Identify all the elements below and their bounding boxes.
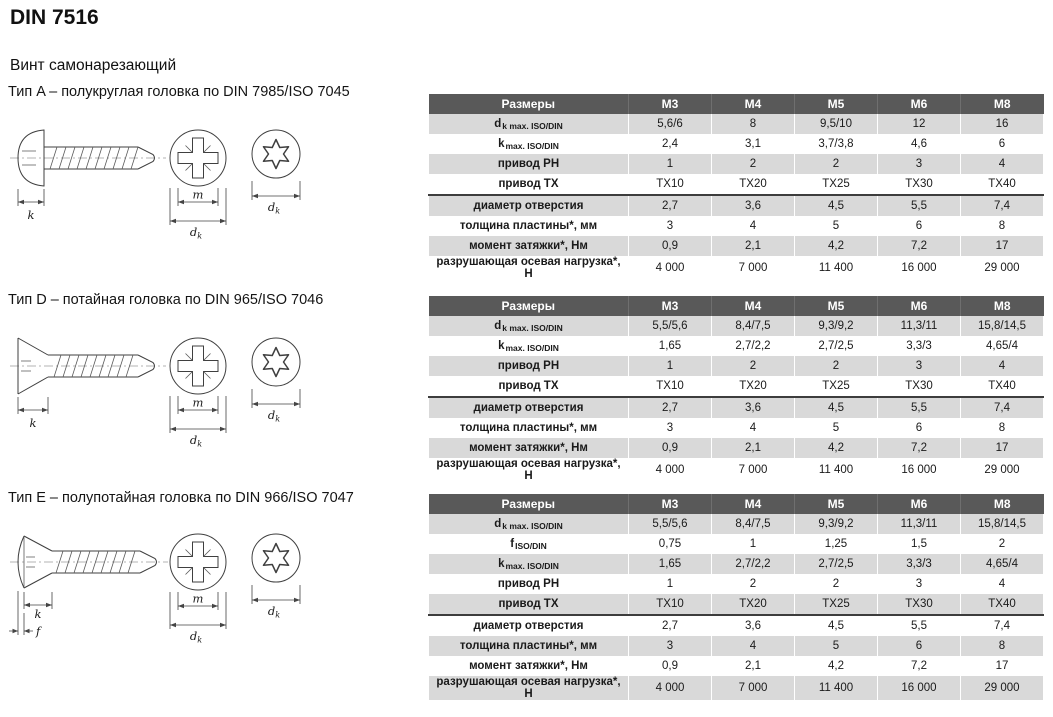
cell-value: 7,2 [878,236,961,256]
cell-value: 16 000 [878,256,961,280]
cell-value: 3,6 [712,397,795,418]
dim-label-k: k [27,208,35,222]
cell-value: 7 000 [712,458,795,482]
cell-value: TX20 [712,594,795,615]
cell-value: 7,2 [878,656,961,676]
table-row [429,195,1044,216]
cell-value: 3,6 [712,195,795,216]
column-header-size: M8 [961,296,1044,316]
row-label: диаметр отверстия [429,195,629,216]
column-header-size: M4 [712,494,795,514]
cell-value: 29 000 [961,256,1044,280]
cell-value: 2,7 [629,397,712,418]
dim-label-m: m [192,591,204,606]
row-label: разрушающая осевая нагрузка*, Н [429,458,629,482]
cell-value: 4 000 [629,676,712,700]
cell-value: 12 [878,114,961,134]
cell-value: 3 [878,154,961,174]
column-header-sizes: Размеры [429,94,629,114]
table-row [429,418,1044,438]
cell-value: 2,7 [629,615,712,636]
cell-value: 9,5/10 [795,114,878,134]
cell-value: 9,3/9,2 [795,316,878,336]
spec-table-type-d [428,296,1044,482]
table-row [429,256,1044,280]
cell-value: 4,2 [795,236,878,256]
table-row [429,397,1044,418]
cell-value: 15,8/14,5 [961,514,1044,534]
dim-label-k: k [29,416,37,430]
cell-value: 17 [961,438,1044,458]
cell-value: TX20 [712,174,795,195]
cell-value: 11 400 [795,458,878,482]
cell-value: 11 400 [795,256,878,280]
dim-label-dk: $d_k$ [267,200,281,216]
cell-value: 0,9 [629,656,712,676]
row-label: $k_{max. ISO/DIN}$ [429,336,629,356]
table-row [429,574,1044,594]
cell-value: 6 [878,636,961,656]
cell-value: 2 [795,574,878,594]
screw-drawing-raised-countersunk-head [8,512,428,647]
cell-value: 15,8/14,5 [961,316,1044,336]
cell-value: 8,4/7,5 [712,514,795,534]
row-label: привод TX [429,376,629,397]
column-header-size: M5 [795,296,878,316]
dim-label-k: k [34,607,42,621]
row-label: привод PH [429,154,629,174]
cell-value: 3,1 [712,134,795,154]
cell-value: 5,5 [878,615,961,636]
cell-value: 8 [961,418,1044,438]
cell-value: 2 [795,154,878,174]
cell-value: 2,7/2,5 [795,336,878,356]
table-row [429,656,1044,676]
spec-table-type-a [428,94,1044,280]
cell-value: TX30 [878,174,961,195]
cell-value: 2,7/2,2 [712,336,795,356]
table-row [429,636,1044,656]
torx-recess-view [252,534,300,620]
cell-value: 2,1 [712,236,795,256]
row-label: толщина пластины*, мм [429,418,629,438]
cell-value: 7,4 [961,615,1044,636]
column-header-size: M8 [961,494,1044,514]
table-row [429,154,1044,174]
cell-value: 1 [629,356,712,376]
column-header-size: M4 [712,296,795,316]
cell-value: 5 [795,216,878,236]
table-row [429,336,1044,356]
cell-value: 4 000 [629,256,712,280]
row-label: привод PH [429,574,629,594]
column-header-size: M5 [795,494,878,514]
section-heading-type-d: Тип D – потайная головка по DIN 965/ISO 7046 [8,292,324,308]
cell-value: 0,9 [629,236,712,256]
table-header-row [429,494,1044,514]
cell-value: 2,1 [712,438,795,458]
table-row [429,534,1044,554]
column-header-size: M6 [878,494,961,514]
phillips-recess-view [170,130,226,241]
cell-value: 4,5 [795,397,878,418]
cell-value: 2,4 [629,134,712,154]
cell-value: 11,3/11 [878,316,961,336]
row-label: диаметр отверстия [429,397,629,418]
cell-value: TX40 [961,376,1044,397]
cell-value: 9,3/9,2 [795,514,878,534]
table-row [429,438,1044,458]
row-label: толщина пластины*, мм [429,216,629,236]
cell-value: 7,2 [878,438,961,458]
cell-value: TX20 [712,376,795,397]
cell-value: 8 [961,636,1044,656]
cell-value: 5 [795,418,878,438]
column-header-sizes: Размеры [429,494,629,514]
row-label: момент затяжки*, Нм [429,438,629,458]
cell-value: 4 [712,216,795,236]
drawing-type-d [8,316,428,451]
table-row [429,236,1044,256]
row-label: привод PH [429,356,629,376]
table-row [429,458,1044,482]
table-row [429,356,1044,376]
column-header-size: M3 [629,296,712,316]
row-label: разрушающая осевая нагрузка*, Н [429,256,629,280]
cell-value: 5,5 [878,195,961,216]
page-subtitle: Винт самонарезающий [10,57,177,74]
cell-value: 6 [878,216,961,236]
table-header-row [429,94,1044,114]
cell-value: 1 [629,574,712,594]
dim-label-dk: $d_k$ [189,433,203,449]
cell-value: 2,7 [629,195,712,216]
cell-value: 17 [961,656,1044,676]
cell-value: 2 [712,154,795,174]
table-row [429,594,1044,615]
cell-value: 3 [878,574,961,594]
cell-value: TX40 [961,594,1044,615]
table-row [429,216,1044,236]
table-row [429,514,1044,534]
cell-value: 0,9 [629,438,712,458]
dim-label-dk: $d_k$ [189,225,203,241]
cell-value: 16 [961,114,1044,134]
dim-label-m: m [192,395,204,410]
cell-value: TX25 [795,376,878,397]
cell-value: 2 [961,534,1044,554]
row-label: привод TX [429,594,629,615]
row-label: привод TX [429,174,629,195]
cell-value: 2 [712,356,795,376]
spec-table-type-e [428,494,1044,700]
screw-drawing-pan-head [8,108,428,243]
cell-value: 4,5 [795,615,878,636]
cell-value: TX30 [878,376,961,397]
table-row [429,174,1044,195]
cell-value: 1,25 [795,534,878,554]
cell-value: 11 400 [795,676,878,700]
cell-value: 7,4 [961,397,1044,418]
dim-label-m: m [192,187,204,202]
row-label: $d_{k max. ISO/DIN}$ [429,514,629,534]
cell-value: 4,5 [795,195,878,216]
cell-value: 1,5 [878,534,961,554]
cell-value: 8 [961,216,1044,236]
cell-value: 16 000 [878,676,961,700]
cell-value: 2 [795,356,878,376]
cell-value: 4 [961,574,1044,594]
cell-value: 4,65/4 [961,554,1044,574]
row-label: $d_{k max. ISO/DIN}$ [429,114,629,134]
cell-value: TX30 [878,594,961,615]
cell-value: 17 [961,236,1044,256]
cell-value: TX10 [629,174,712,195]
cell-value: 2,7/2,5 [795,554,878,574]
cell-value: 2 [712,574,795,594]
cell-value: 4 [961,356,1044,376]
cell-value: 2,7/2,2 [712,554,795,574]
cell-value: 3 [629,216,712,236]
row-label: $k_{max. ISO/DIN}$ [429,554,629,574]
column-header-size: M3 [629,94,712,114]
cell-value: TX25 [795,594,878,615]
torx-recess-view [252,130,300,216]
row-label: разрушающая осевая нагрузка*, Н [429,676,629,700]
cell-value: 4 [712,418,795,438]
cell-value: 4 [961,154,1044,174]
column-header-size: M4 [712,94,795,114]
table-row [429,676,1044,700]
cell-value: TX25 [795,174,878,195]
section-heading-type-a: Тип A – полукруглая головка по DIN 7985/ISO 7045 [8,84,350,100]
phillips-recess-view [170,338,226,449]
dim-label-dk: $d_k$ [267,408,281,424]
dim-label-f: f [36,624,41,638]
torx-recess-view [252,338,300,424]
cell-value: 1,65 [629,554,712,574]
cell-value: 2,1 [712,656,795,676]
cell-value: 4,6 [878,134,961,154]
cell-value: 1,65 [629,336,712,356]
cell-value: 7 000 [712,256,795,280]
screw-drawing-countersunk-head [8,316,428,451]
dim-label-dk: $d_k$ [189,629,203,645]
table-row [429,134,1044,154]
column-header-size: M5 [795,94,878,114]
column-header-sizes: Размеры [429,296,629,316]
cell-value: 1 [629,154,712,174]
row-label: $k_{max. ISO/DIN}$ [429,134,629,154]
cell-value: 11,3/11 [878,514,961,534]
cell-value: 29 000 [961,676,1044,700]
cell-value: 8 [712,114,795,134]
table-header-row [429,296,1044,316]
page-title: DIN 7516 [10,6,99,29]
row-label: момент затяжки*, Нм [429,236,629,256]
column-header-size: M3 [629,494,712,514]
cell-value: 5,5 [878,397,961,418]
cell-value: 4,2 [795,438,878,458]
cell-value: 7 000 [712,676,795,700]
cell-value: 1 [712,534,795,554]
column-header-size: M6 [878,94,961,114]
table-row [429,114,1044,134]
cell-value: TX10 [629,594,712,615]
cell-value: 16 000 [878,458,961,482]
cell-value: 5,5/5,6 [629,316,712,336]
cell-value: 7,4 [961,195,1044,216]
row-label: момент затяжки*, Нм [429,656,629,676]
cell-value: 3,3/3 [878,554,961,574]
row-label: $f_{ISO/DIN}$ [429,534,629,554]
cell-value: 5,5/5,6 [629,514,712,534]
table-row [429,316,1044,336]
phillips-recess-view [170,534,226,645]
cell-value: 4 [712,636,795,656]
cell-value: 5,6/6 [629,114,712,134]
cell-value: 6 [878,418,961,438]
drawing-type-e [8,512,428,647]
column-header-size: M8 [961,94,1044,114]
dim-label-dk: $d_k$ [267,604,281,620]
cell-value: 5 [795,636,878,656]
cell-value: 3 [878,356,961,376]
section-heading-type-e: Тип E – полупотайная головка по DIN 966/ISO 7047 [8,490,354,506]
row-label: толщина пластины*, мм [429,636,629,656]
cell-value: 6 [961,134,1044,154]
row-label: $d_{k max. ISO/DIN}$ [429,316,629,336]
cell-value: TX40 [961,174,1044,195]
cell-value: 3 [629,636,712,656]
column-header-size: M6 [878,296,961,316]
table-row [429,554,1044,574]
cell-value: 8,4/7,5 [712,316,795,336]
cell-value: 29 000 [961,458,1044,482]
table-row [429,376,1044,397]
cell-value: 0,75 [629,534,712,554]
drawing-type-a [8,108,428,243]
row-label: диаметр отверстия [429,615,629,636]
cell-value: 4 000 [629,458,712,482]
cell-value: TX10 [629,376,712,397]
cell-value: 3,3/3 [878,336,961,356]
cell-value: 4,2 [795,656,878,676]
cell-value: 4,65/4 [961,336,1044,356]
cell-value: 3,7/3,8 [795,134,878,154]
cell-value: 3 [629,418,712,438]
table-row [429,615,1044,636]
cell-value: 3,6 [712,615,795,636]
